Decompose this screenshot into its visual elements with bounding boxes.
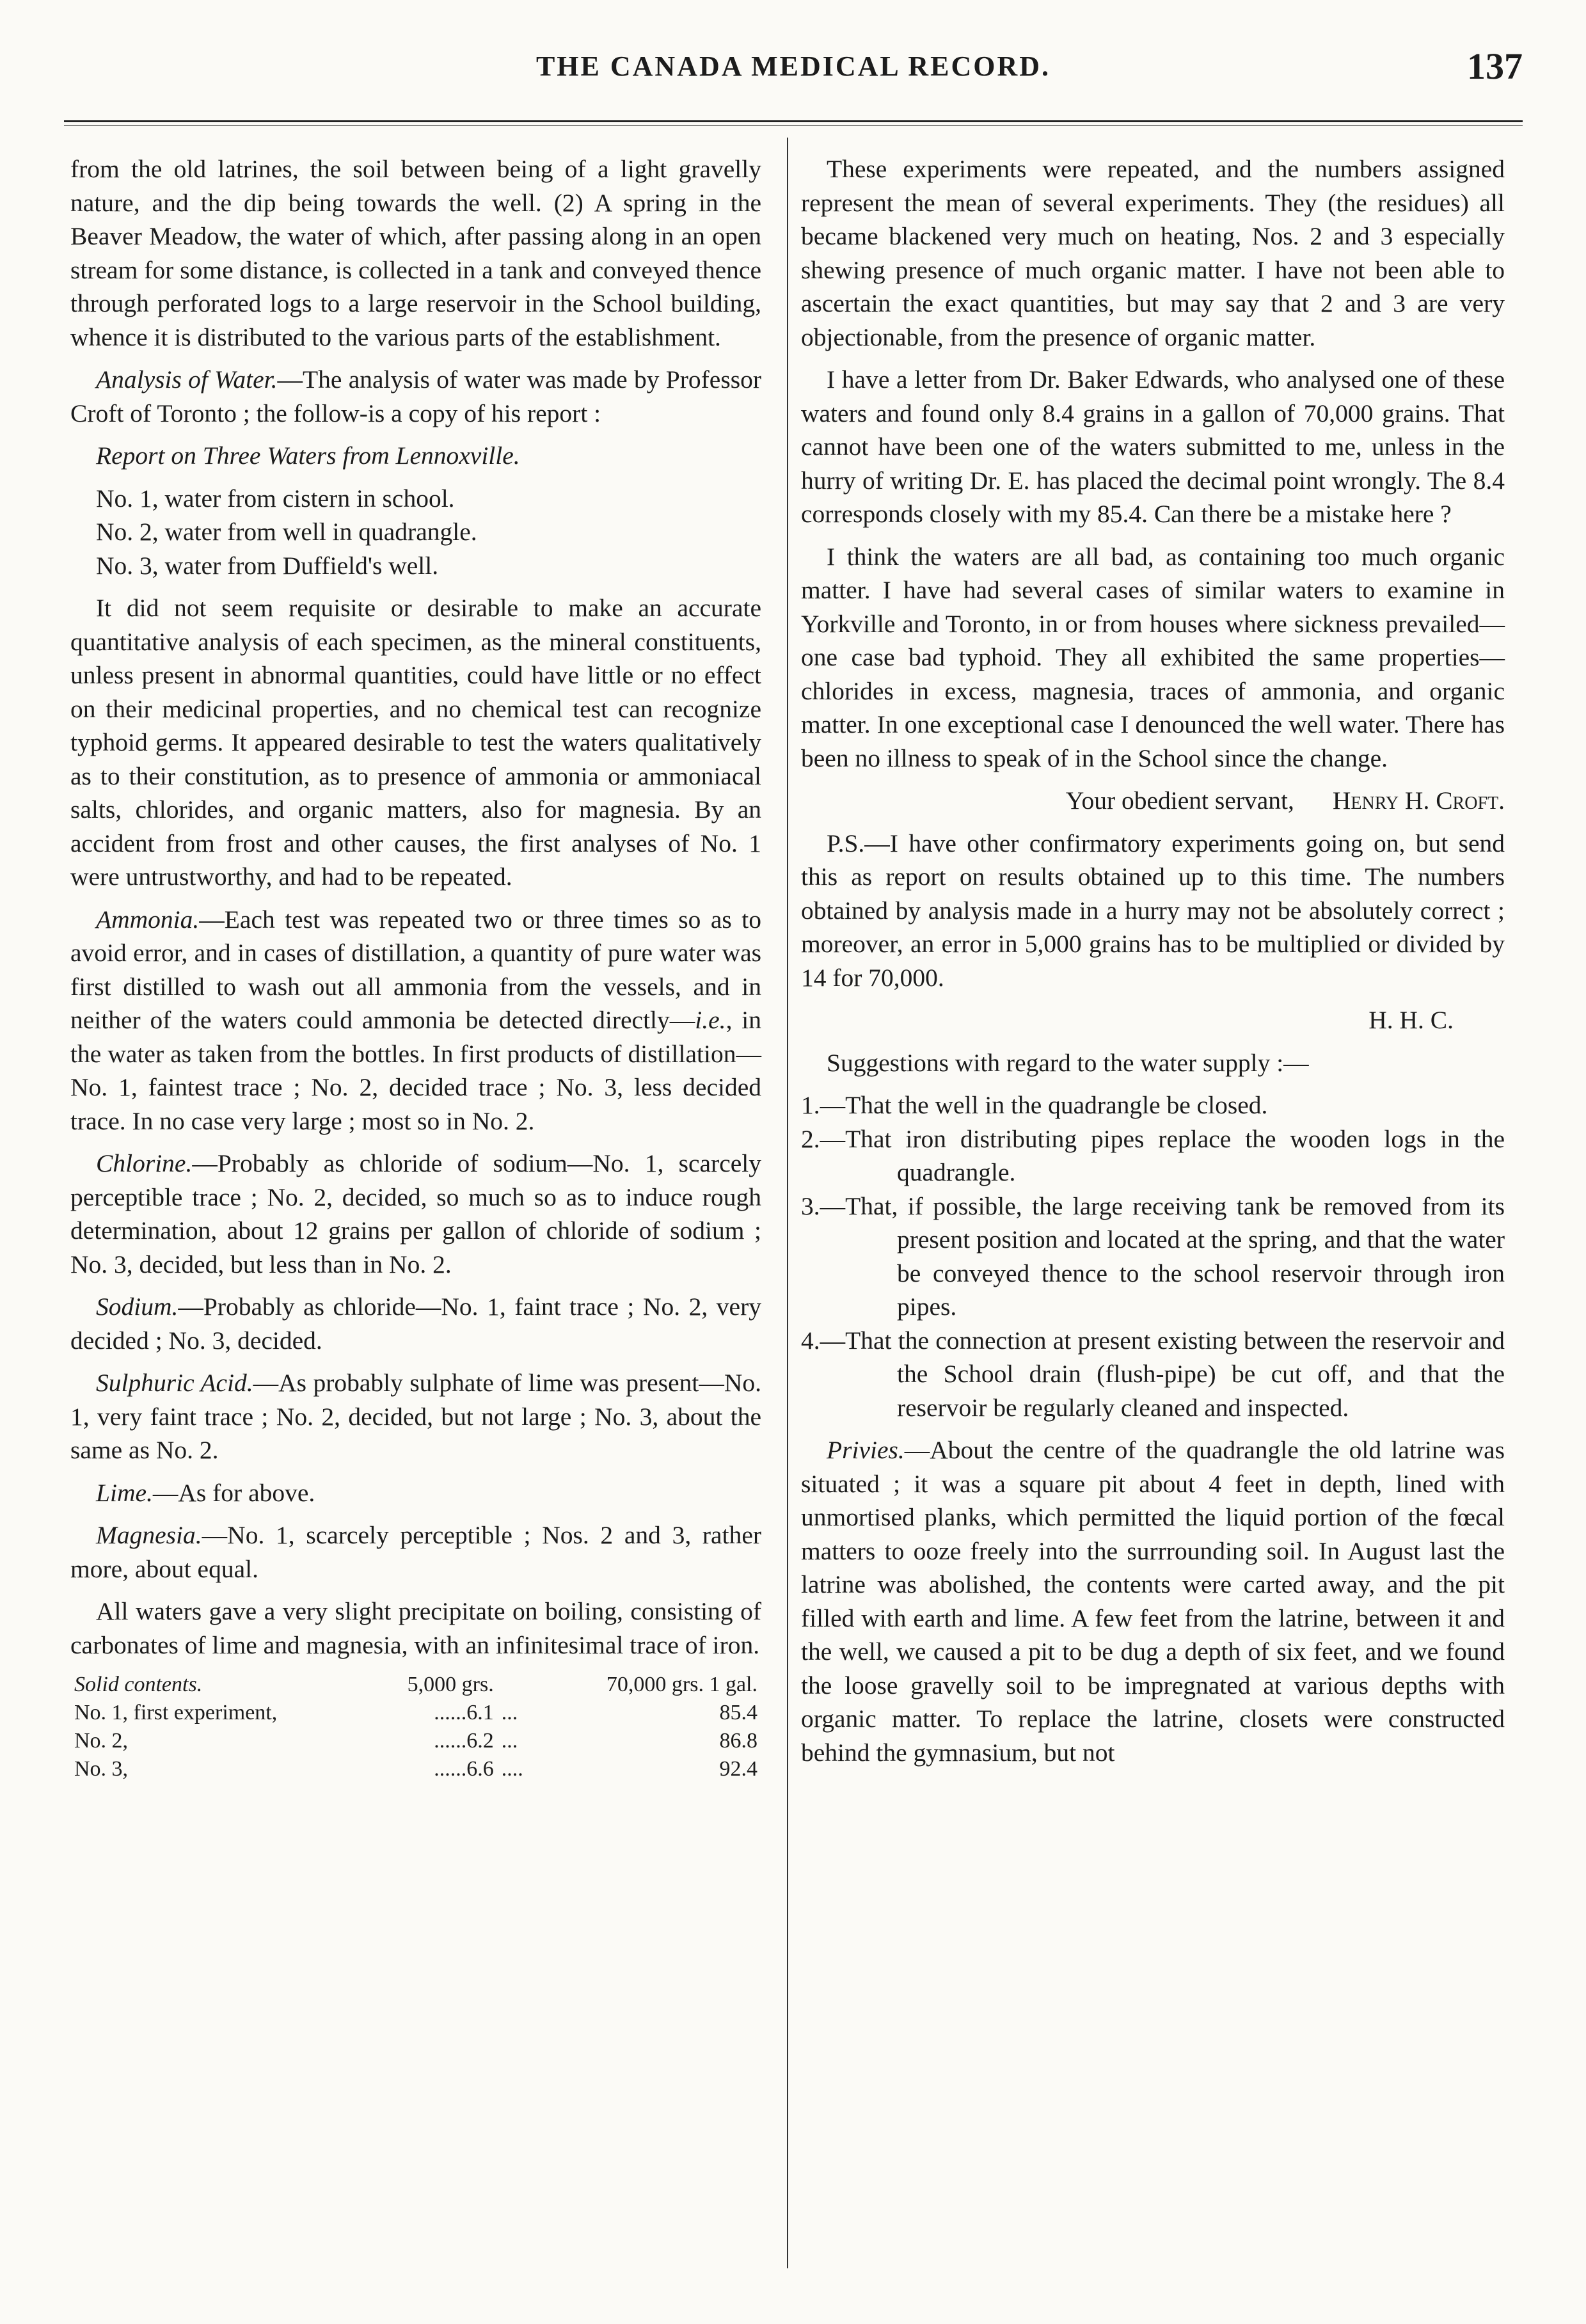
table-row: No. 3, ......6.6 .... 92.4 bbox=[74, 1757, 757, 1781]
suggestion-item: 2.—That iron distributing pipes replace the wooden logs in the quadrangle. bbox=[801, 1124, 1505, 1186]
water-list bbox=[70, 482, 761, 583]
section-heading: Analysis of Water. bbox=[96, 365, 278, 394]
right-column bbox=[801, 152, 1505, 1778]
paragraph-magnesia: Magnesia.—No. 1, scarcely perceptible ; Nos. 2 and 3, rather more, about equal. bbox=[70, 1521, 761, 1583]
section-heading: Lime. bbox=[96, 1478, 153, 1507]
paragraph-text: —The analysis of water was made by Professor Croft of Toronto ; the follow-is a copy of his report : bbox=[70, 365, 761, 427]
suggestion-item: 4.—That the connection at present existing between the reservoir and the School drain (flush-pipe) be cut off, and that the reservoir be regularly cleaned and inspected. bbox=[801, 1326, 1505, 1422]
table-row: No. 2, ......6.2 ... 86.8 bbox=[74, 1729, 757, 1753]
table-header: Solid contents. bbox=[74, 1673, 203, 1696]
initials: H. H. C. bbox=[1368, 1006, 1454, 1034]
table-header-row bbox=[70, 1671, 761, 1699]
list-item: No. 2, water from well in quadrangle. bbox=[96, 518, 477, 546]
table-header: 5,000 grs. bbox=[407, 1673, 494, 1696]
suggestions-heading: Suggestions with regard to the water supply :— bbox=[827, 1048, 1309, 1077]
page-header bbox=[64, 38, 1523, 96]
paragraph-sodium: Sodium.—Probably as chloride—No. 1, faint trace ; No. 2, very decided ; No. 3, decided. bbox=[70, 1293, 761, 1355]
column-divider bbox=[787, 138, 788, 2268]
signature-closing: Your obedient servant, bbox=[1065, 786, 1294, 815]
paragraph: I have a letter from Dr. Baker Edwards, who analysed one of these waters and found only 8.4 grains in a gallon of 70,000 grains. That cannot have been one of the waters submitted to me, unless in the hurry of writing Dr. E. has placed the decimal point wrongly. The 8.4 corresponds closely with my 85.4. Can there be a mistake here ? bbox=[801, 365, 1505, 528]
section-heading: Ammonia. bbox=[96, 905, 200, 934]
header-rule-thick bbox=[64, 120, 1523, 122]
section-heading: Sodium. bbox=[96, 1293, 178, 1321]
report-title: Report on Three Waters from Lennoxville. bbox=[96, 442, 520, 470]
paragraph: I think the waters are all bad, as containing too much organic matter. I have had several cases of similar waters to examine in Yorkville and Toronto, in or from houses where sickness prevailed—one case bad typhoid. They all exhibited the same properties—chlorides in excess, magnesia, traces of ammonia, and organic matter. In one exceptional case I denounced the well water. There has been no illness to speak of in the School since the change. bbox=[801, 542, 1505, 772]
suggestion-item: 3.—That, if possible, the large receiving tank be removed from its present position and located at the spring, and that the water be conveyed thence to the school reservoir through iron pipes. bbox=[801, 1191, 1505, 1321]
list-item: No. 1, water from cistern in school. bbox=[96, 484, 455, 513]
page-number: 137 bbox=[1467, 45, 1523, 87]
list-item: No. 3, water from Duffield's well. bbox=[96, 551, 439, 580]
suggestion-item: 1.—That the well in the quadrangle be closed. bbox=[801, 1091, 1268, 1119]
signature-name: Henry H. Croft. bbox=[1332, 786, 1505, 815]
table-row: No. 1, first experiment, ......6.1 ... 85.4 bbox=[74, 1701, 757, 1724]
paragraph: All waters gave a very slight precipitate on boiling, consisting of carbonates of lime and magnesia, with an infinitesimal trace of iron. bbox=[70, 1597, 761, 1659]
journal-title: THE CANADA MEDICAL RECORD. bbox=[535, 51, 1051, 82]
header-rule-thin bbox=[64, 125, 1523, 126]
paragraph-privies: Privies.—About the centre of the quadrangle the old latrine was situated ; it was a square pit about 4 feet in depth, lined with unmortised planks, which permitted the liquid portion of the fœcal matters to ooze freely into the surrrounding soil. In August last the latrine was abolished, the contents were carted away, and the pit filled with earth and lime. A few feet from the latrine, between it and the well, we caused a pit to be dug a depth of six feet, and we found the loose gravelly soil to be impregnated at various depths with organic matter. To replace the latrine, closets were constructed behind the gymnasium, but not bbox=[801, 1436, 1505, 1767]
section-heading: Sulphuric Acid. bbox=[96, 1369, 253, 1397]
table-header: 70,000 grs. 1 gal. bbox=[606, 1673, 757, 1696]
paragraph-analysis bbox=[70, 363, 761, 430]
paragraph-sulphuric: Sulphuric Acid.—As probably sulphate of lime was present—No. 1, very faint trace ; No. 2, decided, but not large ; No. 3, about the same as No. 2. bbox=[70, 1369, 761, 1464]
solid-contents-table bbox=[70, 1671, 761, 1783]
signature bbox=[801, 784, 1505, 818]
paragraph-ammonia: Ammonia.—Each test was repeated two or three times so as to avoid error, and in cases of distillation, a quantity of pure water was first distilled to wash out all ammonia from the vessels, and in neither of the waters could ammonia be detected directly—i.e., in the water as taken from the bottles. In first products of distillation—No. 1, faintest trace ; No. 2, decided trace ; No. 3, less decided trace. In no case very large ; most so in No. 2. bbox=[70, 905, 761, 1135]
paragraph: from the old latrines, the soil between being of a light gravelly nature, and the dip being towards the well. (2) A spring in the Beaver Meadow, the water of which, after passing along in an open stream for some distance, is collected in a tank and conveyed thence through perforated logs to a large reservoir in the School building, whence it is distributed to the various parts of the establishment. bbox=[70, 155, 761, 351]
section-heading: Magnesia. bbox=[96, 1521, 202, 1549]
postscript: P.S.—I have other confirmatory experiments going on, but send this as report on results obtained up to this time. The numbers obtained by analysis made in a hurry may not be absolutely correct ; moreover, an error in 5,000 grains has to be multiplied or divided by 14 for 70,000. bbox=[801, 829, 1505, 992]
paragraph: These experiments were repeated, and the numbers assigned represent the mean of several experiments. They (the residues) all became blackened very much on heating, Nos. 2 and 3 especially shewing presence of much organic matter. I have not been able to ascertain the exact quantities, but may say that 2 and 3 are very objectionable, from the presence of organic matter. bbox=[801, 155, 1505, 351]
paragraph-chlorine: Chlorine.—Probably as chloride of sodium—No. 1, scarcely perceptible trace ; No. 2, decided, so much so as to induce rough determination, about 12 grains per gallon of chloride of sodium ; No. 3, decided, but less than in No. 2. bbox=[70, 1149, 761, 1278]
section-heading: Privies. bbox=[827, 1436, 905, 1464]
section-heading: Chlorine. bbox=[96, 1149, 193, 1177]
left-column bbox=[70, 152, 761, 1783]
paragraph: It did not seem requisite or desirable to make an accurate quantitative analysis of each specimen, as the mineral constituents, unless present in abnormal quantities, could have little or no effect on their medicinal properties, and no chemical test can recognize typhoid germs. It appeared desirable to test the waters qualitatively as to their constitution, as to presence of ammonia or ammoniacal salts, chlorides, and organic matters, also for magnesia. By an accident from frost and other causes, the first analyses of No. 1 were untrustworthy, and had to be repeated. bbox=[70, 594, 761, 891]
paragraph-lime: Lime.—As for above. bbox=[96, 1478, 315, 1507]
